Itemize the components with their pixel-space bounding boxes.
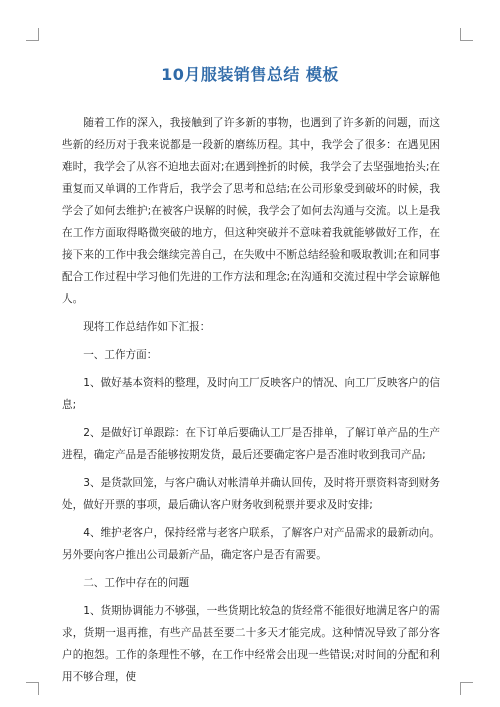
crop-mark-bottom-left [26,682,39,695]
crop-mark-bottom-right [460,682,473,695]
crop-mark-top-right [460,28,473,41]
crop-mark-top-left [26,28,39,41]
document-body [62,112,440,694]
document-title: 10月服装销售总结 模板 [161,65,339,84]
problem-item-1: 1、货期协调能力不够强，一些货期比较急的货经常不能很好地满足客户的需求，货期一退再推，有些产品甚至要二十多天才能完成。这种情况导致了部分客户的抱怨。工作的条理性不够，在工作中经常会出现一些错误;对时间的分配和利用不够合理，使 [62,605,440,683]
work-item-4: 4、维护老客户，保持经常与老客户联系，了解客户对产品需求的最新动向。另外要向客户推出公司最新产品，确定客户是否有需要。 [62,527,440,561]
section-heading-work: 一、工作方面： [83,349,158,361]
section-heading-problems: 二、工作中存在的问题 [83,577,190,589]
intro-paragraph: 随着工作的深入，我接触到了许多新的事物，也遇到了许多新的问题，而这些新的经历对于我来说都是一段新的磨练历程。其中，我学会了很多：在遇见困难时，我学会了从容不迫地去面对;在遇到挫折的时候，我学会了去坚强地抬头;在重复而又单调的工作背后，我学会了思考和总结;在公司形象受到破坏的时候，我学会了如何去维护;在被客户误解的时候，我学会了如何去沟通与交流。以上是我在工作方面取得略微突破的地方，但这种突破并不意味着我就能够做好工作，在接下来的工作中我会继续完善自己，在失败中不断总结经验和吸取教训;在和同事配合工作过程中学习他们先进的工作方法和理念;在沟通和交流过程中学会谅解他人。 [62,117,440,305]
work-item-1: 1、做好基本资料的整理，及时向工厂反映客户的情况、向工厂反映客户的信息; [62,377,440,411]
work-item-3: 3、是货款回笼，与客户确认对帐清单并确认回传，及时将开票资料寄到财务处，做好开票的事项，最后确认客户财务收到税票并要求及时安排; [62,477,440,511]
work-item-2: 2、是做好订单跟踪：在下订单后要确认工厂是否排单，了解订单产品的生产进程，确定产品是否能够按期发货，最后还要确定客户是否准时收到我司产品; [62,427,440,461]
report-intro: 现将工作总结作如下汇报： [83,321,211,333]
